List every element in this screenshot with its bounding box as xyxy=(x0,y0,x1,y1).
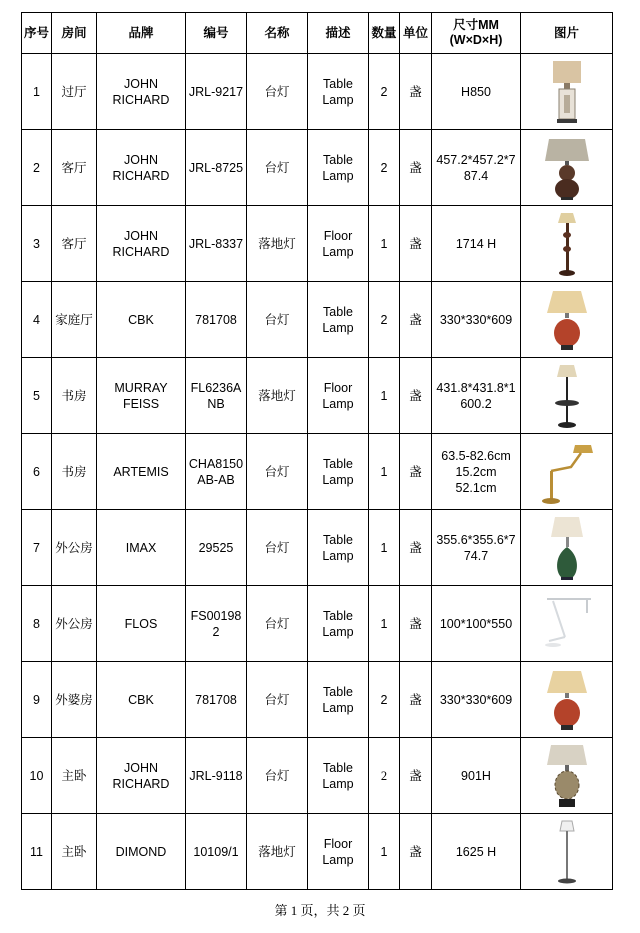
header-size: 尺寸MM (W×D×H) xyxy=(432,13,521,54)
header-image: 图片 xyxy=(521,13,613,54)
cell-description: Table Lamp xyxy=(308,586,369,662)
cell-quantity: 2 xyxy=(369,130,400,206)
cell-image xyxy=(521,814,613,890)
table-row xyxy=(22,662,613,738)
table-row xyxy=(22,130,613,206)
cell-room: 客厅 xyxy=(52,206,97,282)
cell-description: Table Lamp xyxy=(308,662,369,738)
cell-room: 客厅 xyxy=(52,130,97,206)
cell-room: 外公房 xyxy=(52,586,97,662)
cell-room: 书房 xyxy=(52,434,97,510)
cell-room: 家庭厅 xyxy=(52,282,97,358)
cell-image xyxy=(521,510,613,586)
cell-name: 台灯 xyxy=(247,434,308,510)
cell-name: 台灯 xyxy=(247,54,308,130)
cell-size: 330*330*609 xyxy=(432,662,521,738)
cell-image xyxy=(521,358,613,434)
cell-room: 外婆房 xyxy=(52,662,97,738)
cell-name: 落地灯 xyxy=(247,814,308,890)
cell-unit: 盏 xyxy=(400,662,432,738)
cell-image xyxy=(521,130,613,206)
cell-quantity: 1 xyxy=(369,358,400,434)
cell-no: 8 xyxy=(22,586,52,662)
floor-lamp-slim-chrome-photo xyxy=(521,817,612,887)
cell-size: 1714 H xyxy=(432,206,521,282)
cell-code: 10109/1 xyxy=(186,814,247,890)
cell-brand: IMAX xyxy=(97,510,186,586)
cell-code: JRL-9217 xyxy=(186,54,247,130)
table-lamp-stone-base-photo xyxy=(521,57,612,127)
floor-lamp-turned-wood-photo xyxy=(521,209,612,279)
header-qty: 数量 xyxy=(369,13,400,54)
cell-quantity: 1 xyxy=(369,510,400,586)
cell-no: 6 xyxy=(22,434,52,510)
cell-brand: JOHN RICHARD xyxy=(97,738,186,814)
header-code: 编号 xyxy=(186,13,247,54)
cell-brand: MURRAY FEISS xyxy=(97,358,186,434)
header-room: 房间 xyxy=(52,13,97,54)
cell-brand: ARTEMIS xyxy=(97,434,186,510)
cell-description: Table Lamp xyxy=(308,130,369,206)
cell-quantity: 1 xyxy=(369,434,400,510)
table-lamp-gourd-base-photo xyxy=(521,133,612,203)
cell-unit: 盏 xyxy=(400,814,432,890)
cell-unit: 盏 xyxy=(400,206,432,282)
cell-size: 100*100*550 xyxy=(432,586,521,662)
cell-image xyxy=(521,434,613,510)
table-lamp-green-glass-photo xyxy=(521,513,612,583)
cell-room: 书房 xyxy=(52,358,97,434)
cell-image xyxy=(521,662,613,738)
cell-no: 5 xyxy=(22,358,52,434)
header-unit: 单位 xyxy=(400,13,432,54)
cell-brand: JOHN RICHARD xyxy=(97,54,186,130)
header-no: 序号 xyxy=(22,13,52,54)
cell-size: 63.5-82.6cm 15.2cm 52.1cm xyxy=(432,434,521,510)
cell-brand: CBK xyxy=(97,662,186,738)
cell-image xyxy=(521,586,613,662)
cell-description: Table Lamp xyxy=(308,54,369,130)
cell-image xyxy=(521,738,613,814)
cell-size: H850 xyxy=(432,54,521,130)
cell-unit: 盏 xyxy=(400,434,432,510)
cell-brand: DIMOND xyxy=(97,814,186,890)
cell-room: 外公房 xyxy=(52,510,97,586)
cell-quantity: 1 xyxy=(369,586,400,662)
cell-image xyxy=(521,206,613,282)
cell-size: 355.6*355.6*774.7 xyxy=(432,510,521,586)
cell-brand: JOHN RICHARD xyxy=(97,130,186,206)
cell-unit: 盏 xyxy=(400,358,432,434)
cell-no: 9 xyxy=(22,662,52,738)
table-row xyxy=(22,738,613,814)
cell-no: 7 xyxy=(22,510,52,586)
cell-name: 台灯 xyxy=(247,662,308,738)
cell-description: Table Lamp xyxy=(308,434,369,510)
cell-room: 主卧 xyxy=(52,738,97,814)
cell-quantity: 1 xyxy=(369,206,400,282)
clear-acrylic-desk-lamp-photo xyxy=(521,589,612,659)
cell-name: 台灯 xyxy=(247,586,308,662)
cell-description: Table Lamp xyxy=(308,510,369,586)
cell-name: 台灯 xyxy=(247,282,308,358)
cell-room: 过厅 xyxy=(52,54,97,130)
cell-room: 主卧 xyxy=(52,814,97,890)
table-row xyxy=(22,358,613,434)
cell-code: JRL-8725 xyxy=(186,130,247,206)
cell-quantity: 2 xyxy=(369,282,400,358)
cell-no: 4 xyxy=(22,282,52,358)
cell-quantity: 2 xyxy=(369,738,400,814)
cell-name: 台灯 xyxy=(247,738,308,814)
cell-size: 1625 H xyxy=(432,814,521,890)
cell-description: Floor Lamp xyxy=(308,358,369,434)
cell-name: 落地灯 xyxy=(247,206,308,282)
cell-brand: JOHN RICHARD xyxy=(97,206,186,282)
header-name: 名称 xyxy=(247,13,308,54)
cell-no: 1 xyxy=(22,54,52,130)
cell-name: 台灯 xyxy=(247,510,308,586)
cell-quantity: 1 xyxy=(369,814,400,890)
cell-code: FL6236ANB xyxy=(186,358,247,434)
cell-unit: 盏 xyxy=(400,510,432,586)
page-footer: 第 1 页，共 2 页 xyxy=(274,903,366,918)
cell-code: FS001982 xyxy=(186,586,247,662)
table-row xyxy=(22,206,613,282)
floor-lamp-tray-table-photo xyxy=(521,361,612,431)
cell-size: 901H xyxy=(432,738,521,814)
cell-unit: 盏 xyxy=(400,130,432,206)
header-brand: 品牌 xyxy=(97,13,186,54)
cell-unit: 盏 xyxy=(400,282,432,358)
cell-code: JRL-9118 xyxy=(186,738,247,814)
cell-code: 29525 xyxy=(186,510,247,586)
cell-quantity: 2 xyxy=(369,54,400,130)
table-row xyxy=(22,54,613,130)
cell-size: 457.2*457.2*787.4 xyxy=(432,130,521,206)
cell-image xyxy=(521,282,613,358)
cell-code: 781708 xyxy=(186,662,247,738)
cell-code: JRL-8337 xyxy=(186,206,247,282)
cell-name: 落地灯 xyxy=(247,358,308,434)
cell-brand: FLOS xyxy=(97,586,186,662)
table-row xyxy=(22,510,613,586)
brass-swing-arm-lamp-photo xyxy=(521,437,612,507)
table-lamp-red-vase-photo xyxy=(521,285,612,355)
header-desc: 描述 xyxy=(308,13,369,54)
cell-description: Floor Lamp xyxy=(308,206,369,282)
cell-code: CHA8150AB-AB xyxy=(186,434,247,510)
cell-description: Floor Lamp xyxy=(308,814,369,890)
table-row xyxy=(22,814,613,890)
cell-quantity: 2 xyxy=(369,662,400,738)
cell-code: 781708 xyxy=(186,282,247,358)
table-row xyxy=(22,282,613,358)
cell-no: 3 xyxy=(22,206,52,282)
cell-description: Table Lamp xyxy=(308,738,369,814)
cell-unit: 盏 xyxy=(400,738,432,814)
cell-unit: 盏 xyxy=(400,54,432,130)
header-row xyxy=(22,13,613,54)
cell-name: 台灯 xyxy=(247,130,308,206)
table-row xyxy=(22,586,613,662)
cell-description: Table Lamp xyxy=(308,282,369,358)
table-lamp-lattice-base-photo xyxy=(521,741,612,811)
cell-size: 431.8*431.8*1600.2 xyxy=(432,358,521,434)
lamp-schedule-table xyxy=(21,12,613,890)
cell-brand: CBK xyxy=(97,282,186,358)
cell-no: 11 xyxy=(22,814,52,890)
cell-unit: 盏 xyxy=(400,586,432,662)
cell-no: 2 xyxy=(22,130,52,206)
cell-image xyxy=(521,54,613,130)
cell-no: 10 xyxy=(22,738,52,814)
cell-size: 330*330*609 xyxy=(432,282,521,358)
table-lamp-red-vase-photo xyxy=(521,665,612,735)
table-row xyxy=(22,434,613,510)
